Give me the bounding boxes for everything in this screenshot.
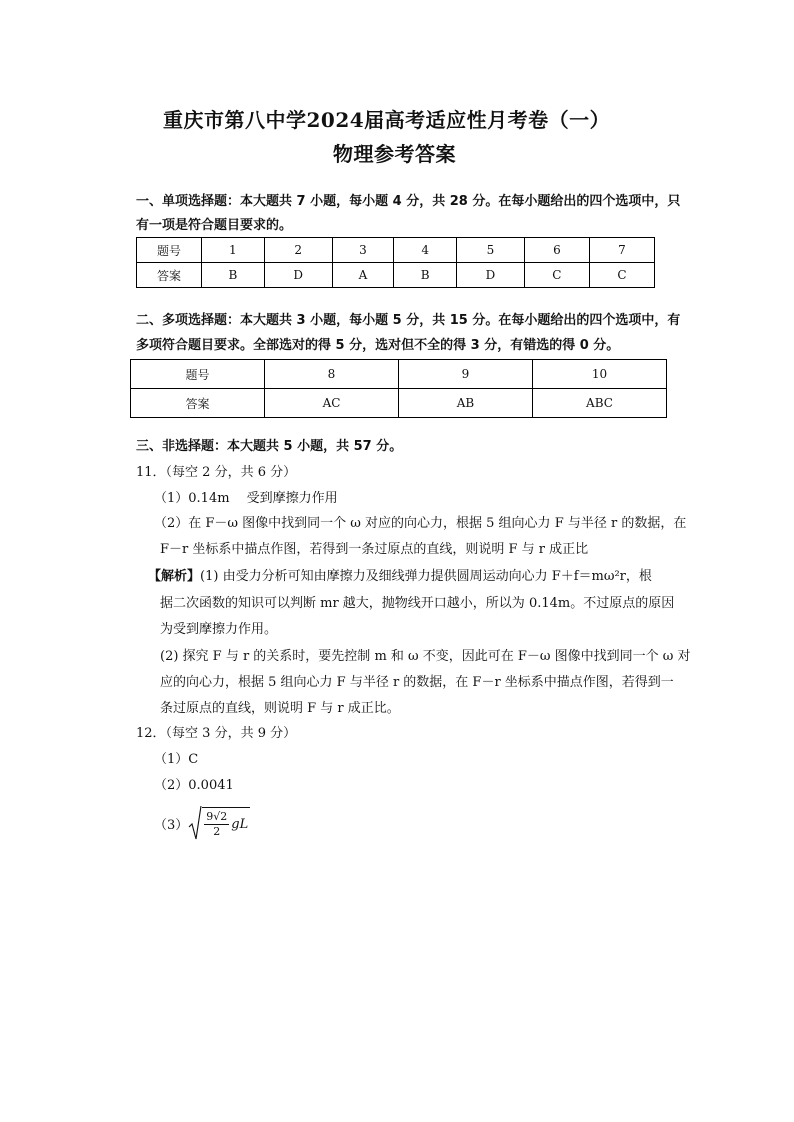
question-number: 6 [524, 238, 589, 263]
sqrt-expression [188, 805, 250, 841]
q11-answer-2-line2: F－r 坐标系中描点作图，若得到一条过原点的直线，则说明 F 与 r 成正比 [160, 542, 589, 557]
fraction-numerator: 9√2 [206, 809, 228, 823]
question-number: 3 [332, 238, 394, 263]
q12-answer-2: （2）0.0041 [154, 778, 234, 793]
q11-analysis-line3: 为受到摩擦力作用。 [160, 622, 278, 637]
analysis-text: (1) 由受力分析可知由摩擦力及细线弹力提供圆周运动向心力 F＋f＝mω²r，根 [200, 569, 652, 584]
question-number: 2 [264, 238, 332, 263]
question-number: 7 [589, 238, 654, 263]
answer-cell: AC [265, 389, 399, 418]
table-row [131, 389, 667, 418]
q12-header: 12．（每空 3 分，共 9 分） [136, 726, 297, 741]
q12-answer-3-label: （3） [154, 817, 189, 833]
section2-heading-line2: 多项符合题目要求。全部选对的得 5 分，选对但不全的得 3 分，有错选的得 0 分。 [136, 338, 620, 353]
analysis-label: 【解析】 [148, 569, 201, 584]
section2-answer-table [130, 359, 667, 418]
q11-analysis-line5: 应的向心力，根据 5 组向心力 F 与半径 r 的数据，在 F－r 坐标系中描点作图，若得到一 [160, 675, 674, 690]
answer-cell: ABC [533, 389, 667, 418]
answer-cell: C [589, 263, 654, 288]
q11-analysis-line2: 据二次函数的知识可以判断 mr 越大，抛物线开口越小，所以为 0.14m。不过原点的原因 [160, 596, 675, 611]
fraction [204, 810, 229, 839]
question-number: 1 [202, 238, 265, 263]
radical-sign-icon [188, 805, 202, 841]
q11-answer-1: （1）0.14m 受到摩擦力作用 [154, 491, 338, 506]
question-number: 4 [394, 238, 457, 263]
table-row [137, 263, 655, 288]
section2-heading-line1: 二、多项选择题：本大题共 3 小题，每小题 5 分，共 15 分。在每小题给出的四个选项中，有 [136, 313, 681, 328]
row-label-answer: 答案 [137, 263, 202, 288]
answer-cell: C [524, 263, 589, 288]
answer-cell: D [457, 263, 525, 288]
q11-header: 11．（每空 2 分，共 6 分） [136, 465, 297, 480]
q11-answer-2-line1: （2）在 F－ω 图像中找到同一个 ω 对应的向心力，根据 5 组向心力 F 与半径 r 的数据，在 [154, 516, 687, 531]
section3-heading: 三、非选择题：本大题共 5 小题，共 57 分。 [136, 439, 403, 454]
answer-cell: B [202, 263, 265, 288]
q12-answer-1: （1）C [154, 752, 199, 767]
table-row [131, 360, 667, 389]
question-number: 8 [265, 360, 399, 389]
table-row [137, 238, 655, 263]
question-number: 9 [399, 360, 533, 389]
page-title: 重庆市第八中学2024届高考适应性月考卷（一） [163, 108, 611, 132]
section1-heading-line1: 一、单项选择题：本大题共 7 小题，每小题 4 分，共 28 分。在每小题给出的四个选项中，只 [136, 194, 681, 209]
answer-cell: A [332, 263, 394, 288]
answer-cell: B [394, 263, 457, 288]
question-number: 10 [533, 360, 667, 389]
row-label-question: 题号 [137, 238, 202, 263]
section1-answer-table [136, 237, 655, 288]
q12-answer-3 [154, 805, 250, 841]
q11-analysis-line6: 条过原点的直线，则说明 F 与 r 成正比。 [160, 701, 400, 716]
q11-analysis-line1 [148, 565, 652, 584]
row-label-answer: 答案 [131, 389, 265, 418]
q11-analysis-line4: (2) 探究 F 与 r 的关系时，要先控制 m 和 ω 不变，因此可在 F－ω 图像中找到同一个 ω 对 [160, 649, 691, 664]
page-subtitle: 物理参考答案 [333, 142, 456, 166]
expression-tail: gL [231, 816, 249, 832]
fraction-denominator: 2 [213, 824, 221, 838]
row-label-question: 题号 [131, 360, 265, 389]
answer-cell: AB [399, 389, 533, 418]
section1-heading-line2: 有一项是符合题目要求的。 [136, 218, 293, 233]
answer-cell: D [264, 263, 332, 288]
question-number: 5 [457, 238, 525, 263]
